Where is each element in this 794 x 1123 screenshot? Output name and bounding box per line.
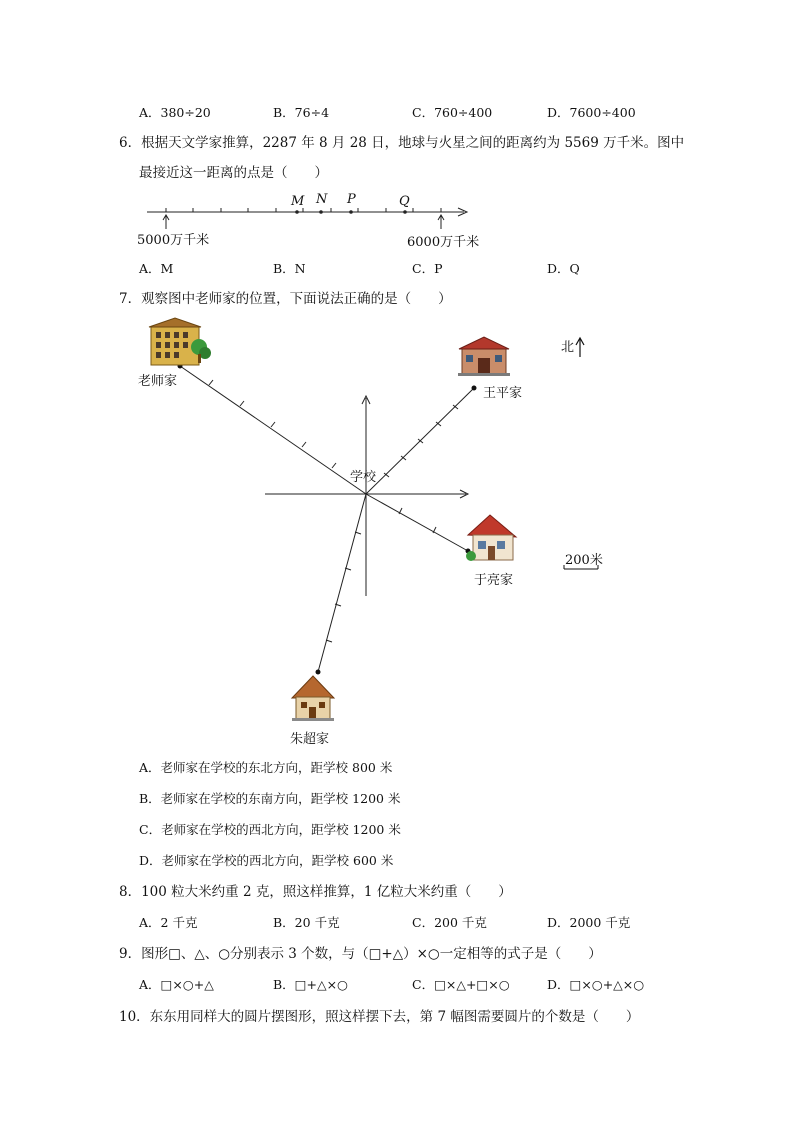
scale-label: 200米 [565,553,603,568]
q7-option-d: D．老师家在学校的西北方向，距学校 600 米 [139,853,394,868]
school-label: 学校 [350,470,377,485]
teacher-home-label: 老师家 [138,374,178,389]
north-arrow-icon [576,338,584,357]
ray-yuliang [366,494,468,551]
q8-stem: 8．100 粒大米约重 2 克，照这样推算，1 亿粒大米约重（ ） [119,884,512,900]
q7-option-a: A．老师家在学校的东北方向，距学校 800 米 [139,760,393,775]
q8-option-b: B．20 千克 [273,915,340,930]
q6-option-d: D．Q [547,261,580,276]
q6-stem-line2: 最接近这一距离的点是（ ） [139,165,328,181]
q5-option-c: C．760÷400 [412,105,493,120]
q5-option-b: B．76÷4 [273,105,330,120]
q9-option-b: B．□+△×○ [273,977,348,992]
q5-option-d: D．7600÷400 [547,105,636,120]
zhuchao-home-label: 朱超家 [290,732,330,747]
zhuchao-home-house-icon [292,676,334,721]
point-m-label: M [291,194,305,209]
ray-zhuchao [318,494,366,672]
north-label: 北 [561,340,575,355]
q10-stem: 10．东东用同样大的圆片摆图形，照这样摆下去，第 7 幅图需要圆片的个数是（ ） [119,1009,640,1025]
right-value-label: 6000万千米 [407,235,480,250]
q8-option-a: A．2 千克 [139,915,198,930]
point-p-label: P [347,192,356,207]
q7-stem: 7．观察图中老师家的位置，下面说法正确的是（ ） [119,291,452,307]
q8-option-d: D．2000 千克 [547,915,631,930]
teacher-home-building-icon [149,318,211,365]
wangping-home-building-icon [458,337,510,376]
yuliang-home-label: 于亮家 [474,573,514,588]
ray-teacher [180,366,366,494]
point-n-label: N [316,192,328,207]
wangping-home-label: 王平家 [483,386,523,401]
q9-option-a: A．□×○+△ [139,977,214,992]
q6-option-a: A．M [139,261,174,276]
q7-option-b: B．老师家在学校的东南方向，距学校 1200 米 [139,791,401,806]
q8-option-c: C．200 千克 [412,915,487,930]
map-axes [265,396,468,596]
q6-option-c: C．P [412,261,443,276]
left-value-label: 5000万千米 [137,233,210,248]
q9-option-c: C．□×△+□×○ [412,977,510,992]
q6-option-b: B．N [273,261,306,276]
q5-option-a: A．380÷20 [139,105,211,120]
q9-option-d: D．□×○+△×○ [547,977,645,992]
yuliang-home-house-icon [466,515,516,561]
q6-stem-line1: 6．根据天文学家推算，2287 年 8 月 28 日，地球与火星之间的距离约为 5569 万千米。图中 [119,135,685,151]
q7-option-c: C．老师家在学校的西北方向，距学校 1200 米 [139,822,401,837]
q9-stem: 9．图形□、△、○分别表示 3 个数，与（□+△）×○一定相等的式子是（ ） [119,946,602,962]
point-q-label: Q [399,194,410,209]
